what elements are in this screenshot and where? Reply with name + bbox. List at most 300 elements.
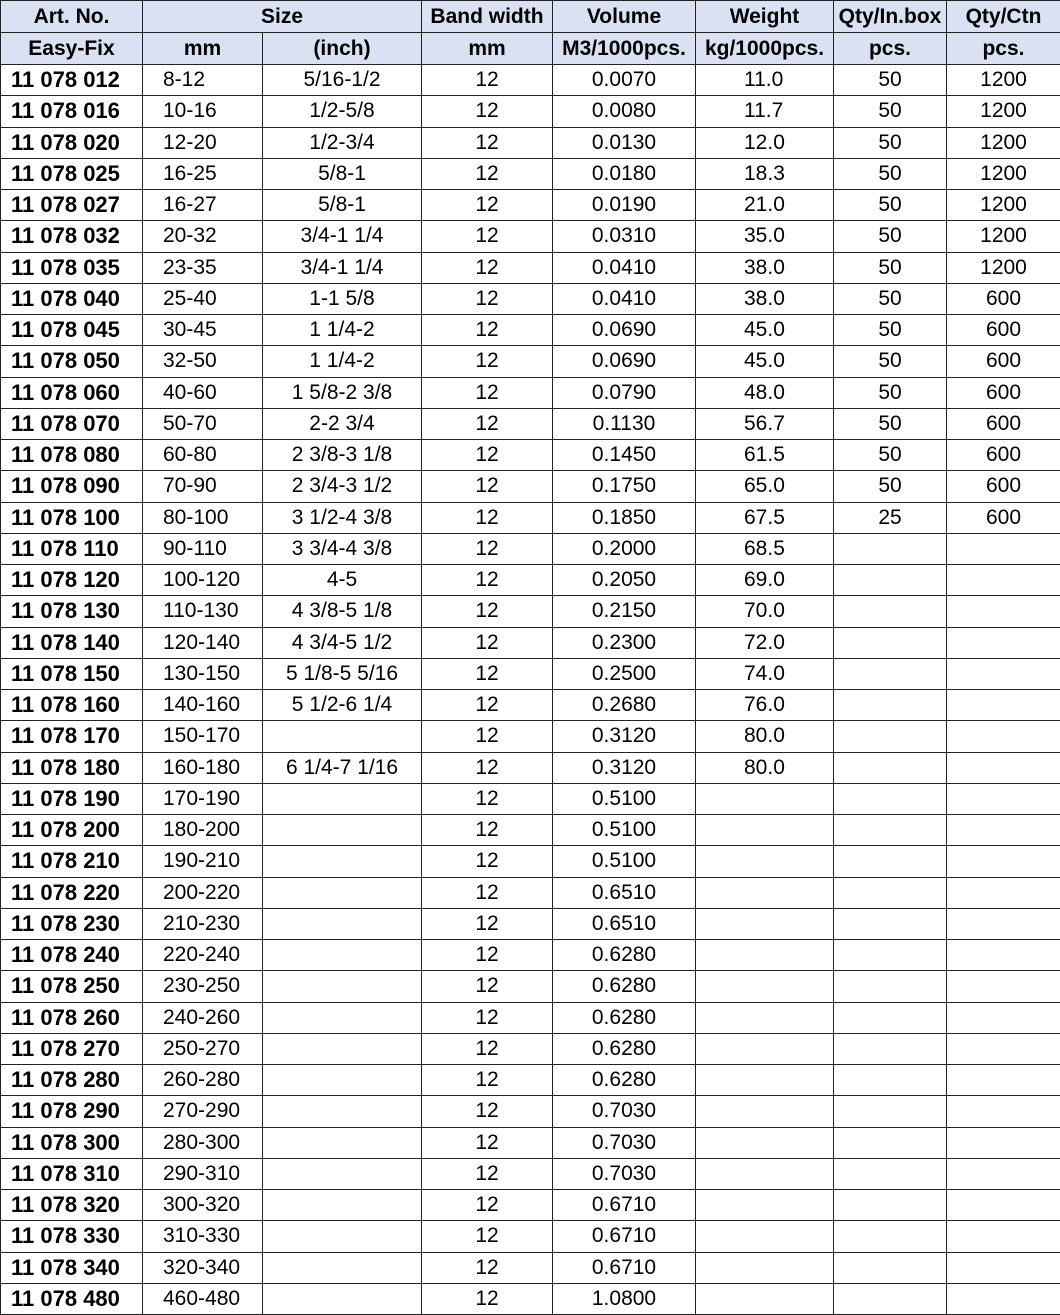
band-width-cell: 12 bbox=[422, 315, 553, 346]
article-number-cell: 11 078 140 bbox=[1, 627, 143, 658]
size-inch-cell bbox=[263, 1096, 422, 1127]
article-number-cell: 11 078 040 bbox=[1, 283, 143, 314]
weight-cell bbox=[696, 1221, 834, 1252]
qty-inbox-cell bbox=[834, 627, 947, 658]
volume-cell: 0.2050 bbox=[553, 565, 696, 596]
size-inch-cell: 1-1 5/8 bbox=[263, 283, 422, 314]
qty-ctn-cell bbox=[947, 752, 1060, 783]
weight-cell bbox=[696, 940, 834, 971]
size-mm-cell: 150-170 bbox=[143, 721, 263, 752]
band-width-cell: 12 bbox=[422, 721, 553, 752]
weight-cell: 76.0 bbox=[696, 690, 834, 721]
volume-cell: 0.6280 bbox=[553, 1065, 696, 1096]
size-mm-cell: 190-210 bbox=[143, 846, 263, 877]
volume-cell: 0.7030 bbox=[553, 1158, 696, 1189]
volume-cell: 0.1850 bbox=[553, 502, 696, 533]
size-inch-cell: 4-5 bbox=[263, 565, 422, 596]
size-mm-cell: 200-220 bbox=[143, 877, 263, 908]
table-row bbox=[1, 283, 1060, 314]
qty-ctn-cell bbox=[947, 1158, 1060, 1189]
size-inch-cell bbox=[263, 1065, 422, 1096]
band-width-cell: 12 bbox=[422, 1252, 553, 1283]
band-width-cell: 12 bbox=[422, 533, 553, 564]
size-inch-cell: 5/8-1 bbox=[263, 158, 422, 189]
size-mm-cell: 220-240 bbox=[143, 940, 263, 971]
size-inch-cell bbox=[263, 1190, 422, 1221]
volume-cell: 0.2680 bbox=[553, 690, 696, 721]
subheader-volume-unit: M3/1000pcs. bbox=[553, 33, 696, 65]
qty-ctn-cell bbox=[947, 1065, 1060, 1096]
qty-ctn-cell: 1200 bbox=[947, 158, 1060, 189]
weight-cell: 68.5 bbox=[696, 533, 834, 564]
qty-ctn-cell: 600 bbox=[947, 408, 1060, 439]
size-mm-cell: 160-180 bbox=[143, 752, 263, 783]
qty-inbox-cell bbox=[834, 815, 947, 846]
subheader-easy-fix: Easy-Fix bbox=[1, 33, 143, 65]
qty-inbox-cell: 50 bbox=[834, 408, 947, 439]
table-row bbox=[1, 783, 1060, 814]
size-inch-cell: 6 1/4-7 1/16 bbox=[263, 752, 422, 783]
qty-ctn-cell: 600 bbox=[947, 283, 1060, 314]
article-number-cell: 11 078 032 bbox=[1, 221, 143, 252]
volume-cell: 0.6710 bbox=[553, 1252, 696, 1283]
table-row bbox=[1, 815, 1060, 846]
qty-inbox-cell bbox=[834, 1158, 947, 1189]
volume-cell: 0.2300 bbox=[553, 627, 696, 658]
size-mm-cell: 80-100 bbox=[143, 502, 263, 533]
qty-ctn-cell: 1200 bbox=[947, 65, 1060, 96]
qty-inbox-cell bbox=[834, 565, 947, 596]
qty-ctn-cell: 1200 bbox=[947, 252, 1060, 283]
article-number-cell: 11 078 012 bbox=[1, 65, 143, 96]
qty-ctn-cell bbox=[947, 1190, 1060, 1221]
qty-inbox-cell bbox=[834, 1065, 947, 1096]
table-row bbox=[1, 1252, 1060, 1283]
table-row bbox=[1, 846, 1060, 877]
volume-cell: 0.6710 bbox=[553, 1221, 696, 1252]
table-row bbox=[1, 1221, 1060, 1252]
size-inch-cell bbox=[263, 940, 422, 971]
subheader-band-mm: mm bbox=[422, 33, 553, 65]
size-inch-cell bbox=[263, 846, 422, 877]
qty-ctn-cell: 1200 bbox=[947, 190, 1060, 221]
band-width-cell: 12 bbox=[422, 596, 553, 627]
header-band-width: Band width bbox=[422, 1, 553, 33]
size-mm-cell: 170-190 bbox=[143, 783, 263, 814]
band-width-cell: 12 bbox=[422, 440, 553, 471]
subheader-weight-unit: kg/1000pcs. bbox=[696, 33, 834, 65]
weight-cell bbox=[696, 1190, 834, 1221]
volume-cell: 0.6280 bbox=[553, 1002, 696, 1033]
size-mm-cell: 310-330 bbox=[143, 1221, 263, 1252]
article-number-cell: 11 078 080 bbox=[1, 440, 143, 471]
band-width-cell: 12 bbox=[422, 65, 553, 96]
qty-inbox-cell: 50 bbox=[834, 346, 947, 377]
weight-cell: 70.0 bbox=[696, 596, 834, 627]
weight-cell: 65.0 bbox=[696, 471, 834, 502]
size-mm-cell: 120-140 bbox=[143, 627, 263, 658]
header-volume: Volume bbox=[553, 1, 696, 33]
weight-cell: 80.0 bbox=[696, 721, 834, 752]
table-row bbox=[1, 971, 1060, 1002]
size-inch-cell: 3/4-1 1/4 bbox=[263, 252, 422, 283]
table-row bbox=[1, 1002, 1060, 1033]
size-inch-cell: 2 3/8-3 1/8 bbox=[263, 440, 422, 471]
weight-cell bbox=[696, 1127, 834, 1158]
volume-cell: 0.6280 bbox=[553, 1033, 696, 1064]
volume-cell: 0.5100 bbox=[553, 783, 696, 814]
article-number-cell: 11 078 150 bbox=[1, 658, 143, 689]
size-inch-cell bbox=[263, 783, 422, 814]
qty-inbox-cell bbox=[834, 596, 947, 627]
weight-cell: 11.0 bbox=[696, 65, 834, 96]
header-row-2 bbox=[1, 33, 1060, 65]
band-width-cell: 12 bbox=[422, 252, 553, 283]
qty-ctn-cell bbox=[947, 533, 1060, 564]
volume-cell: 0.6280 bbox=[553, 971, 696, 1002]
qty-ctn-cell bbox=[947, 627, 1060, 658]
qty-ctn-cell: 1200 bbox=[947, 96, 1060, 127]
article-number-cell: 11 078 090 bbox=[1, 471, 143, 502]
header-qty-inbox: Qty/In.box bbox=[834, 1, 947, 33]
table-row bbox=[1, 252, 1060, 283]
qty-ctn-cell bbox=[947, 1283, 1060, 1314]
qty-inbox-cell bbox=[834, 1096, 947, 1127]
size-inch-cell: 1 1/4-2 bbox=[263, 315, 422, 346]
qty-inbox-cell: 50 bbox=[834, 127, 947, 158]
size-mm-cell: 30-45 bbox=[143, 315, 263, 346]
table-row bbox=[1, 1158, 1060, 1189]
weight-cell bbox=[696, 877, 834, 908]
band-width-cell: 12 bbox=[422, 877, 553, 908]
table-row bbox=[1, 346, 1060, 377]
size-mm-cell: 32-50 bbox=[143, 346, 263, 377]
qty-ctn-cell bbox=[947, 658, 1060, 689]
size-mm-cell: 100-120 bbox=[143, 565, 263, 596]
weight-cell: 21.0 bbox=[696, 190, 834, 221]
weight-cell: 18.3 bbox=[696, 158, 834, 189]
qty-ctn-cell bbox=[947, 971, 1060, 1002]
qty-ctn-cell bbox=[947, 1002, 1060, 1033]
size-mm-cell: 230-250 bbox=[143, 971, 263, 1002]
volume-cell: 0.2150 bbox=[553, 596, 696, 627]
size-mm-cell: 270-290 bbox=[143, 1096, 263, 1127]
qty-ctn-cell: 600 bbox=[947, 377, 1060, 408]
qty-inbox-cell: 50 bbox=[834, 471, 947, 502]
size-mm-cell: 12-20 bbox=[143, 127, 263, 158]
volume-cell: 0.7030 bbox=[553, 1127, 696, 1158]
table-row bbox=[1, 1096, 1060, 1127]
table-row bbox=[1, 596, 1060, 627]
band-width-cell: 12 bbox=[422, 408, 553, 439]
qty-inbox-cell: 25 bbox=[834, 502, 947, 533]
volume-cell: 0.0310 bbox=[553, 221, 696, 252]
table-row bbox=[1, 627, 1060, 658]
size-mm-cell: 260-280 bbox=[143, 1065, 263, 1096]
size-inch-cell: 4 3/8-5 1/8 bbox=[263, 596, 422, 627]
size-inch-cell: 5 1/2-6 1/4 bbox=[263, 690, 422, 721]
size-mm-cell: 460-480 bbox=[143, 1283, 263, 1314]
qty-inbox-cell: 50 bbox=[834, 158, 947, 189]
table-row bbox=[1, 877, 1060, 908]
subheader-size-mm: mm bbox=[143, 33, 263, 65]
qty-ctn-cell bbox=[947, 1096, 1060, 1127]
volume-cell: 0.2500 bbox=[553, 658, 696, 689]
volume-cell: 0.3120 bbox=[553, 752, 696, 783]
qty-ctn-cell bbox=[947, 690, 1060, 721]
subheader-qty-inbox-unit: pcs. bbox=[834, 33, 947, 65]
size-inch-cell: 3/4-1 1/4 bbox=[263, 221, 422, 252]
band-width-cell: 12 bbox=[422, 971, 553, 1002]
qty-inbox-cell: 50 bbox=[834, 190, 947, 221]
size-inch-cell bbox=[263, 908, 422, 939]
band-width-cell: 12 bbox=[422, 1033, 553, 1064]
size-mm-cell: 180-200 bbox=[143, 815, 263, 846]
table-row bbox=[1, 752, 1060, 783]
table-row bbox=[1, 1190, 1060, 1221]
weight-cell: 72.0 bbox=[696, 627, 834, 658]
band-width-cell: 12 bbox=[422, 96, 553, 127]
size-inch-cell bbox=[263, 815, 422, 846]
band-width-cell: 12 bbox=[422, 471, 553, 502]
volume-cell: 0.0410 bbox=[553, 252, 696, 283]
band-width-cell: 12 bbox=[422, 221, 553, 252]
qty-ctn-cell: 1200 bbox=[947, 221, 1060, 252]
qty-inbox-cell: 50 bbox=[834, 96, 947, 127]
table-row bbox=[1, 471, 1060, 502]
article-number-cell: 11 078 320 bbox=[1, 1190, 143, 1221]
volume-cell: 0.1750 bbox=[553, 471, 696, 502]
table-row bbox=[1, 377, 1060, 408]
qty-ctn-cell bbox=[947, 565, 1060, 596]
size-mm-cell: 20-32 bbox=[143, 221, 263, 252]
table-body bbox=[1, 65, 1060, 1315]
size-inch-cell bbox=[263, 1127, 422, 1158]
size-mm-cell: 250-270 bbox=[143, 1033, 263, 1064]
volume-cell: 0.1450 bbox=[553, 440, 696, 471]
size-mm-cell: 16-27 bbox=[143, 190, 263, 221]
table-row bbox=[1, 940, 1060, 971]
article-number-cell: 11 078 120 bbox=[1, 565, 143, 596]
qty-inbox-cell bbox=[834, 1221, 947, 1252]
qty-inbox-cell: 50 bbox=[834, 377, 947, 408]
volume-cell: 0.0080 bbox=[553, 96, 696, 127]
weight-cell bbox=[696, 908, 834, 939]
band-width-cell: 12 bbox=[422, 565, 553, 596]
article-number-cell: 11 078 130 bbox=[1, 596, 143, 627]
table-header bbox=[1, 1, 1060, 65]
size-mm-cell: 110-130 bbox=[143, 596, 263, 627]
article-number-cell: 11 078 480 bbox=[1, 1283, 143, 1314]
size-inch-cell bbox=[263, 1252, 422, 1283]
volume-cell: 0.0190 bbox=[553, 190, 696, 221]
article-number-cell: 11 078 300 bbox=[1, 1127, 143, 1158]
qty-inbox-cell bbox=[834, 1190, 947, 1221]
weight-cell: 38.0 bbox=[696, 252, 834, 283]
article-number-cell: 11 078 230 bbox=[1, 908, 143, 939]
weight-cell: 69.0 bbox=[696, 565, 834, 596]
band-width-cell: 12 bbox=[422, 1065, 553, 1096]
article-number-cell: 11 078 180 bbox=[1, 752, 143, 783]
size-inch-cell: 4 3/4-5 1/2 bbox=[263, 627, 422, 658]
size-inch-cell bbox=[263, 721, 422, 752]
article-number-cell: 11 078 270 bbox=[1, 1033, 143, 1064]
qty-inbox-cell: 50 bbox=[834, 440, 947, 471]
qty-inbox-cell bbox=[834, 846, 947, 877]
table-row bbox=[1, 96, 1060, 127]
band-width-cell: 12 bbox=[422, 1002, 553, 1033]
table-row bbox=[1, 127, 1060, 158]
band-width-cell: 12 bbox=[422, 1190, 553, 1221]
band-width-cell: 12 bbox=[422, 158, 553, 189]
qty-inbox-cell bbox=[834, 908, 947, 939]
table-row bbox=[1, 908, 1060, 939]
weight-cell bbox=[696, 971, 834, 1002]
band-width-cell: 12 bbox=[422, 190, 553, 221]
article-number-cell: 11 078 060 bbox=[1, 377, 143, 408]
table-row bbox=[1, 315, 1060, 346]
size-inch-cell bbox=[263, 1033, 422, 1064]
qty-inbox-cell bbox=[834, 533, 947, 564]
volume-cell: 0.6510 bbox=[553, 908, 696, 939]
band-width-cell: 12 bbox=[422, 127, 553, 158]
table-row bbox=[1, 502, 1060, 533]
size-mm-cell: 25-40 bbox=[143, 283, 263, 314]
article-number-cell: 11 078 100 bbox=[1, 502, 143, 533]
qty-ctn-cell: 600 bbox=[947, 471, 1060, 502]
weight-cell bbox=[696, 1096, 834, 1127]
header-weight: Weight bbox=[696, 1, 834, 33]
size-mm-cell: 140-160 bbox=[143, 690, 263, 721]
volume-cell: 0.0690 bbox=[553, 346, 696, 377]
size-mm-cell: 50-70 bbox=[143, 408, 263, 439]
size-mm-cell: 23-35 bbox=[143, 252, 263, 283]
size-inch-cell: 3 3/4-4 3/8 bbox=[263, 533, 422, 564]
size-inch-cell: 5/8-1 bbox=[263, 190, 422, 221]
size-mm-cell: 90-110 bbox=[143, 533, 263, 564]
table-row bbox=[1, 190, 1060, 221]
header-row-1 bbox=[1, 1, 1060, 33]
table-row bbox=[1, 721, 1060, 752]
size-mm-cell: 130-150 bbox=[143, 658, 263, 689]
qty-inbox-cell bbox=[834, 690, 947, 721]
qty-inbox-cell: 50 bbox=[834, 65, 947, 96]
article-number-cell: 11 078 160 bbox=[1, 690, 143, 721]
qty-ctn-cell: 1200 bbox=[947, 127, 1060, 158]
volume-cell: 0.5100 bbox=[553, 815, 696, 846]
article-number-cell: 11 078 280 bbox=[1, 1065, 143, 1096]
band-width-cell: 12 bbox=[422, 940, 553, 971]
size-inch-cell: 1/2-5/8 bbox=[263, 96, 422, 127]
qty-ctn-cell bbox=[947, 783, 1060, 814]
volume-cell: 0.6280 bbox=[553, 940, 696, 971]
size-mm-cell: 10-16 bbox=[143, 96, 263, 127]
qty-inbox-cell bbox=[834, 1033, 947, 1064]
volume-cell: 0.5100 bbox=[553, 846, 696, 877]
qty-ctn-cell bbox=[947, 721, 1060, 752]
weight-cell bbox=[696, 846, 834, 877]
table-row bbox=[1, 1127, 1060, 1158]
table-row bbox=[1, 658, 1060, 689]
band-width-cell: 12 bbox=[422, 1096, 553, 1127]
band-width-cell: 12 bbox=[422, 283, 553, 314]
table-row bbox=[1, 158, 1060, 189]
weight-cell: 61.5 bbox=[696, 440, 834, 471]
weight-cell: 45.0 bbox=[696, 346, 834, 377]
size-mm-cell: 290-310 bbox=[143, 1158, 263, 1189]
volume-cell: 0.2000 bbox=[553, 533, 696, 564]
qty-ctn-cell bbox=[947, 1033, 1060, 1064]
article-number-cell: 11 078 210 bbox=[1, 846, 143, 877]
size-mm-cell: 280-300 bbox=[143, 1127, 263, 1158]
qty-inbox-cell: 50 bbox=[834, 252, 947, 283]
volume-cell: 0.0790 bbox=[553, 377, 696, 408]
size-inch-cell bbox=[263, 1158, 422, 1189]
band-width-cell: 12 bbox=[422, 752, 553, 783]
weight-cell bbox=[696, 1002, 834, 1033]
volume-cell: 0.6510 bbox=[553, 877, 696, 908]
article-number-cell: 11 078 340 bbox=[1, 1252, 143, 1283]
band-width-cell: 12 bbox=[422, 1283, 553, 1314]
subheader-size-inch: (inch) bbox=[263, 33, 422, 65]
size-inch-cell: 1 1/4-2 bbox=[263, 346, 422, 377]
weight-cell: 35.0 bbox=[696, 221, 834, 252]
size-inch-cell bbox=[263, 1002, 422, 1033]
article-number-cell: 11 078 110 bbox=[1, 533, 143, 564]
table-row bbox=[1, 408, 1060, 439]
table-row bbox=[1, 221, 1060, 252]
qty-ctn-cell bbox=[947, 815, 1060, 846]
qty-inbox-cell bbox=[834, 1252, 947, 1283]
qty-inbox-cell bbox=[834, 783, 947, 814]
band-width-cell: 12 bbox=[422, 1221, 553, 1252]
weight-cell: 67.5 bbox=[696, 502, 834, 533]
article-number-cell: 11 078 070 bbox=[1, 408, 143, 439]
qty-ctn-cell bbox=[947, 846, 1060, 877]
weight-cell: 80.0 bbox=[696, 752, 834, 783]
qty-ctn-cell: 600 bbox=[947, 440, 1060, 471]
band-width-cell: 12 bbox=[422, 908, 553, 939]
weight-cell: 11.7 bbox=[696, 96, 834, 127]
size-inch-cell bbox=[263, 971, 422, 1002]
table-row bbox=[1, 440, 1060, 471]
qty-ctn-cell: 600 bbox=[947, 315, 1060, 346]
article-number-cell: 11 078 260 bbox=[1, 1002, 143, 1033]
band-width-cell: 12 bbox=[422, 658, 553, 689]
article-number-cell: 11 078 250 bbox=[1, 971, 143, 1002]
qty-inbox-cell bbox=[834, 877, 947, 908]
volume-cell: 0.0180 bbox=[553, 158, 696, 189]
band-width-cell: 12 bbox=[422, 627, 553, 658]
size-mm-cell: 210-230 bbox=[143, 908, 263, 939]
weight-cell bbox=[696, 1158, 834, 1189]
qty-inbox-cell: 50 bbox=[834, 315, 947, 346]
qty-ctn-cell bbox=[947, 940, 1060, 971]
size-inch-cell bbox=[263, 1221, 422, 1252]
size-inch-cell: 1/2-3/4 bbox=[263, 127, 422, 158]
weight-cell bbox=[696, 1252, 834, 1283]
qty-inbox-cell bbox=[834, 1002, 947, 1033]
weight-cell bbox=[696, 783, 834, 814]
article-number-cell: 11 078 050 bbox=[1, 346, 143, 377]
size-mm-cell: 240-260 bbox=[143, 1002, 263, 1033]
band-width-cell: 12 bbox=[422, 346, 553, 377]
band-width-cell: 12 bbox=[422, 846, 553, 877]
article-number-cell: 11 078 016 bbox=[1, 96, 143, 127]
size-inch-cell bbox=[263, 1283, 422, 1314]
article-number-cell: 11 078 310 bbox=[1, 1158, 143, 1189]
volume-cell: 0.0690 bbox=[553, 315, 696, 346]
